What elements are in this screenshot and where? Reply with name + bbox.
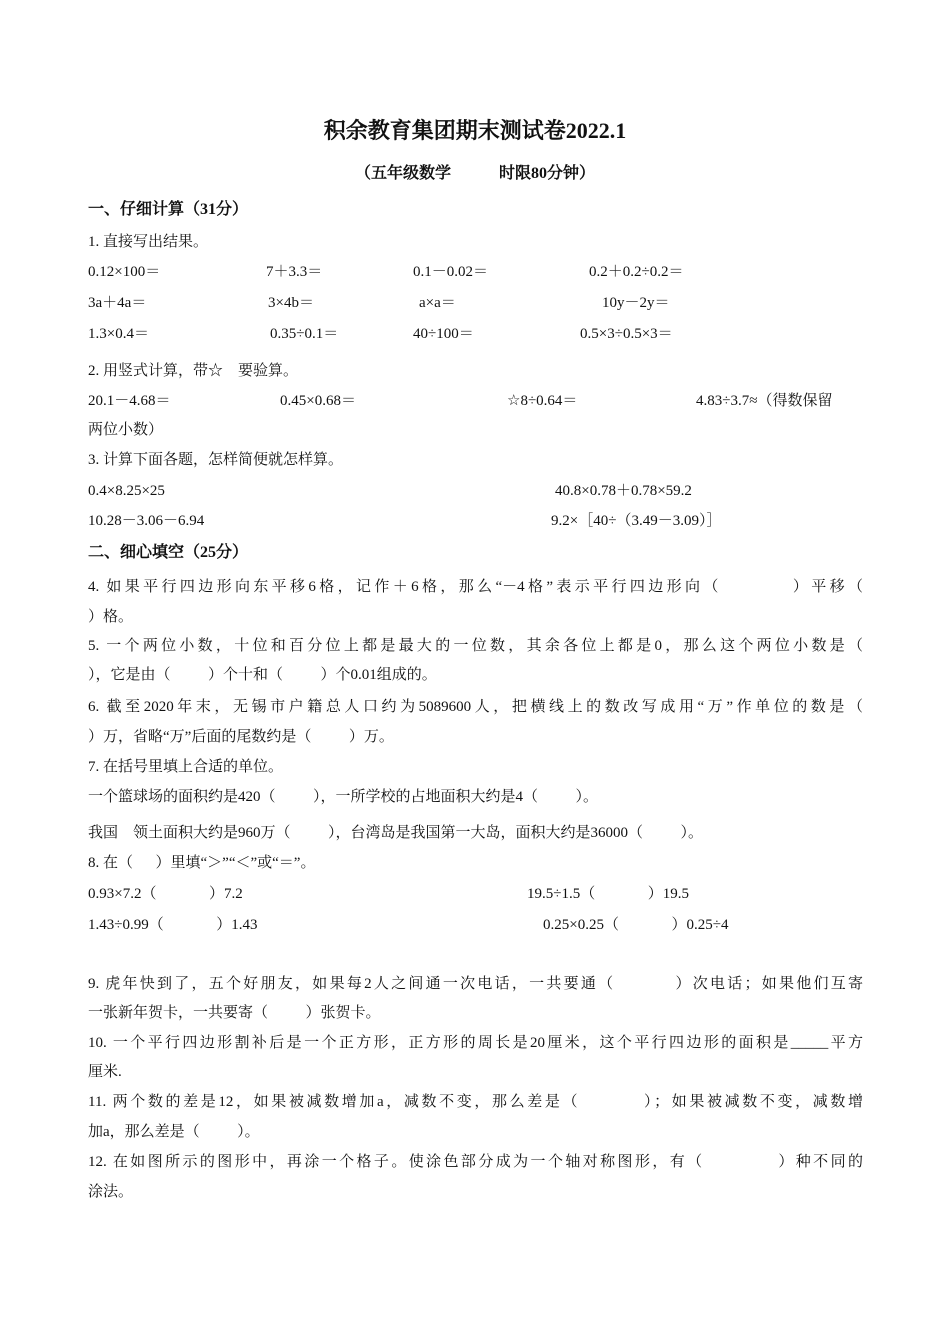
calc-item: 0.1－0.02＝: [413, 264, 489, 280]
question-line: 8. 在（ ）里填“＞”“＜”或“＝”。: [88, 855, 316, 871]
calc-item: 7＋3.3＝: [266, 264, 323, 280]
question-line: 12. 在如图所示的图形中，再涂一个格子。使涂色部分成为一个轴对称图形，有（ ）种不同的: [88, 1154, 863, 1170]
calc-item: 0.5×3÷0.5×3＝: [580, 326, 673, 342]
question-line: ），它是由（ ）个十和（ ）个0.01组成的。: [88, 667, 437, 683]
calc-item: 3a＋4a＝: [88, 295, 147, 311]
calc-item: 40.8×0.78＋0.78×59.2: [555, 483, 692, 499]
calc-item: 10.28－3.06－6.94: [88, 513, 205, 529]
question-prompt: 3. 计算下面各题，怎样简便就怎样算。: [88, 452, 344, 468]
section-heading: 二、细心填空（25分）: [88, 544, 249, 561]
calc-item: 9.2×［40÷（3.49－3.09）］: [551, 513, 722, 529]
compare-item: 0.93×7.2（ ）7.2: [88, 886, 243, 902]
calc-item: 40÷100＝: [413, 326, 474, 342]
question-line: 我国 领土面积大约是960万（ ），台湾岛是我国第一大岛，面积大约是36000（ ）。: [88, 825, 704, 841]
question-line: 6. 截至2020年末，无锡市户籍总人口约为5089600人，把横线上的数改写成用“万”作单位的数是（: [88, 699, 863, 715]
question-line: 涂法。: [88, 1184, 134, 1200]
calc-item: 0.45×0.68＝: [280, 393, 356, 409]
calc-item: 0.12×100＝: [88, 264, 161, 280]
page-subtitle: （五年级数学 时限80分钟）: [354, 165, 595, 182]
question-line: 加a，那么差是（ ）。: [88, 1124, 260, 1140]
calc-item: 0.35÷0.1＝: [270, 326, 339, 342]
compare-item: 19.5÷1.5（ ）19.5: [527, 886, 689, 902]
question-prompt: 2. 用竖式计算，带☆ 要验算。: [88, 363, 299, 379]
question-line: 5. 一个两位小数，十位和百分位上都是最大的一位数，其余各位上都是0，那么这个两位小数是（: [88, 638, 863, 654]
calc-item: ☆8÷0.64＝: [507, 393, 578, 409]
question-line: 11. 两个数的差是12，如果被减数增加a，减数不变，那么差是（ ）；如果被减数不变，减数增: [88, 1094, 863, 1110]
calc-item: 0.4×8.25×25: [88, 483, 165, 499]
question-line: 一张新年贺卡，一共要寄（ ）张贺卡。: [88, 1005, 381, 1021]
section-heading: 一、仔细计算（31分）: [88, 201, 249, 218]
question-line: ）格。: [88, 609, 134, 625]
question-line: ）万，省略“万”后面的尾数约是（ ）万。: [88, 729, 394, 745]
calc-item: 3×4b＝: [268, 295, 314, 311]
calc-item: 20.1－4.68＝: [88, 393, 171, 409]
calc-item-cont: 两位小数）: [88, 422, 164, 438]
compare-item: 0.25×0.25（ ）0.25÷4: [543, 917, 729, 933]
question-prompt: 1. 直接写出结果。: [88, 234, 209, 250]
calc-item: 0.2＋0.2÷0.2＝: [589, 264, 684, 280]
page-title: 积余教育集团期末测试卷2022.1: [323, 118, 627, 143]
question-line: 4. 如果平行四边形向东平移6格，记作＋6格，那么“－4格”表示平行四边形向（ ）平移（: [88, 579, 863, 595]
compare-item: 1.43÷0.99（ ）1.43: [88, 917, 258, 933]
question-line: 厘米.: [88, 1064, 122, 1080]
calc-item: a×a＝: [419, 295, 456, 311]
calc-item: 10y－2y＝: [602, 295, 670, 311]
calc-item: 4.83÷3.7≈（得数保留: [696, 393, 833, 409]
question-line: 一个篮球场的面积约是420（ ），一所学校的占地面积大约是4（ ）。: [88, 789, 599, 805]
question-line: 9. 虎年快到了，五个好朋友，如果每2人之间通一次电话，一共要通（ ）次电话；如果他们互寄: [88, 976, 863, 992]
calc-item: 1.3×0.4＝: [88, 326, 149, 342]
question-line: 10. 一个平行四边形割补后是一个正方形，正方形的周长是20厘米，这个平行四边形的面积是_____平方: [88, 1035, 863, 1051]
question-line: 7. 在括号里填上合适的单位。: [88, 759, 284, 775]
